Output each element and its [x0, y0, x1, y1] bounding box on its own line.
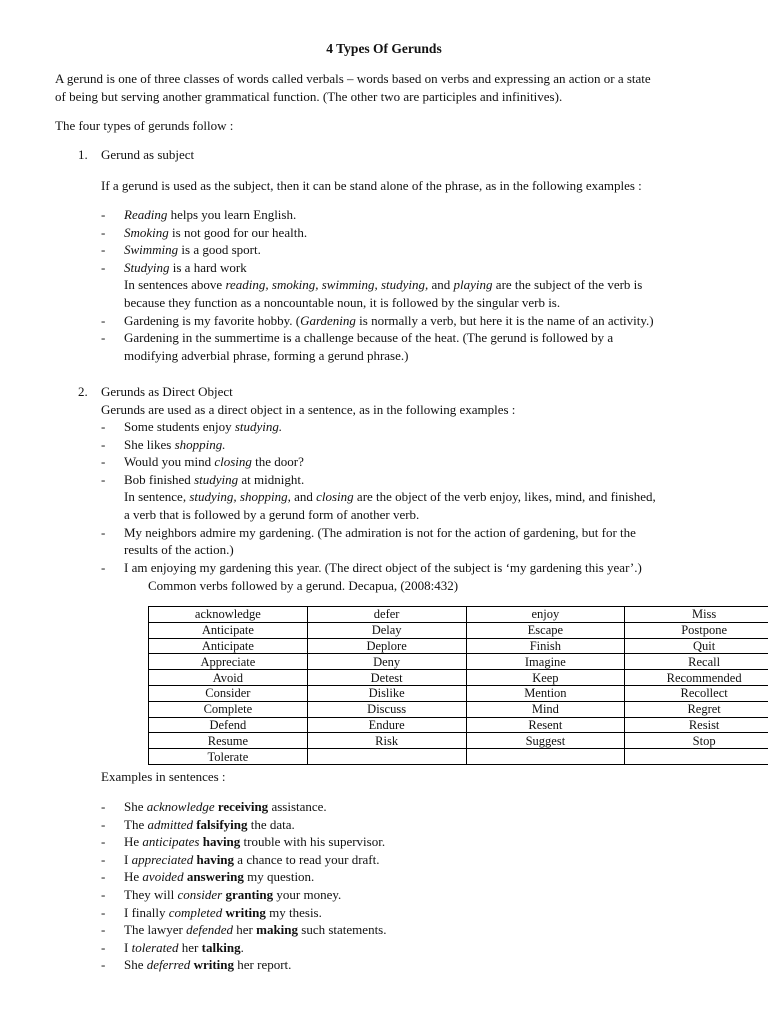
lead-text: The four types of gerunds follow :	[55, 118, 234, 133]
list-item: - I appreciated having a chance to read your draft.	[101, 851, 380, 867]
table-cell	[307, 749, 466, 765]
sentence-list	[101, 798, 721, 974]
list-item: - Bob finished studying at midnight.	[101, 471, 305, 487]
section1-list	[101, 206, 721, 364]
table-cell: enjoy	[466, 607, 625, 623]
table-cell: Detest	[307, 670, 466, 686]
table-cell: Miss	[625, 607, 768, 623]
table-cell: Dislike	[307, 685, 466, 701]
table-cell: Recollect	[625, 685, 768, 701]
intro-line: of being but serving another grammatical function. (The other two are participles and infinitives).	[55, 88, 563, 104]
table-cell: Resist	[625, 717, 768, 733]
table-row	[149, 622, 768, 638]
list-item: - I am enjoying my gardening this year. (The direct object of the subject is ‘my gardening this year’.)	[101, 559, 642, 575]
table-cell: Escape	[466, 622, 625, 638]
table-cell: Resume	[149, 733, 308, 749]
table-cell: Discuss	[307, 701, 466, 717]
list-item: - My neighbors admire my gardening. (The admiration is not for the action of gardening, but for the results of the action.)	[101, 524, 636, 558]
table-row	[149, 607, 768, 623]
list-item: - They will consider granting your money.	[101, 886, 342, 902]
table-cell: Avoid	[149, 670, 308, 686]
table-cell: Anticipate	[149, 622, 308, 638]
table-cell: Consider	[149, 685, 308, 701]
list-item: - Swimming is a good sport.	[101, 242, 261, 258]
table-cell: Deny	[307, 654, 466, 670]
table-cell: Finish	[466, 638, 625, 654]
table-row	[149, 733, 768, 749]
verb-table	[148, 606, 768, 765]
list-item: - The lawyer defended her making such statements.	[101, 922, 387, 938]
table-row	[149, 685, 768, 701]
list-item: - She acknowledge receiving assistance.	[101, 799, 327, 814]
table-cell: Endure	[307, 717, 466, 733]
list-item: - The admitted falsifying the data.	[101, 816, 295, 832]
list-item: - Studying is a hard work	[101, 259, 247, 275]
list-item: - He anticipates having trouble with his supervisor.	[101, 834, 386, 850]
table-cell: Resent	[466, 717, 625, 733]
table-cell: Delay	[307, 622, 466, 638]
table-cell: Imagine	[466, 654, 625, 670]
table-cell: Regret	[625, 701, 768, 717]
list-item: - Some students enjoy studying.	[101, 419, 283, 434]
section1-note: In sentences above reading, smoking, swimming, studying, and playing are the subject of the verb is because they function as a noncountable noun, it is followed by the singular verb is.	[124, 277, 643, 310]
table-cell: Risk	[307, 733, 466, 749]
table-cell: Postpone	[625, 622, 768, 638]
page-title: 4 Types Of Gerunds	[326, 41, 442, 56]
table-cell: Suggest	[466, 733, 625, 749]
list-item: - He avoided answering my question.	[101, 869, 315, 885]
table-cell	[466, 749, 625, 765]
section1-heading: Gerund as subject	[101, 147, 195, 162]
table-cell: Appreciate	[149, 654, 308, 670]
section2-heading: Gerunds as Direct Object	[101, 384, 233, 399]
list-item: - Smoking is not good for our health.	[101, 224, 308, 240]
section1-number: 1.	[78, 147, 88, 162]
list-item: - She deferred writing her report.	[101, 957, 292, 973]
section1-description: If a gerund is used as the subject, then it can be stand alone of the phrase, as in the following examples :	[101, 178, 642, 193]
table-cell	[625, 749, 768, 765]
section2-note: In sentence, studying, shopping, and closing are the object of the verb enjoy, likes, mind, and finished, a verb that is followed by a gerund form of another verb.	[124, 489, 656, 522]
table-row	[149, 638, 768, 654]
table-cell: defer	[307, 607, 466, 623]
list-item: - Reading helps you learn English.	[101, 207, 297, 222]
section2-description: Gerunds are used as a direct object in a sentence, as in the following examples :	[101, 402, 516, 417]
list-item: - Would you mind closing the door?	[101, 454, 304, 470]
table-cell: Keep	[466, 670, 625, 686]
table-caption: Common verbs followed by a gerund. Decapua, (2008:432)	[148, 578, 459, 593]
section2-list	[101, 418, 721, 576]
examples-heading: Examples in sentences :	[101, 769, 226, 784]
table-cell: Recall	[625, 654, 768, 670]
table-cell: Mind	[466, 701, 625, 717]
intro-line: A gerund is one of three classes of words called verbals – words based on verbs and expressing an action or a state	[55, 71, 651, 86]
table-cell: Stop	[625, 733, 768, 749]
table-row	[149, 749, 768, 765]
section2-number: 2.	[78, 384, 88, 399]
intro-paragraph	[55, 70, 723, 105]
table-row	[149, 670, 768, 686]
list-item: - Gardening is my favorite hobby. (Gardening is normally a verb, but here it is the name of an activity.)	[101, 312, 654, 328]
list-item: - She likes shopping.	[101, 436, 226, 452]
list-item: - I tolerated her talking.	[101, 939, 244, 955]
table-row	[149, 654, 768, 670]
table-row	[149, 717, 768, 733]
table-cell: acknowledge	[149, 607, 308, 623]
table-cell: Tolerate	[149, 749, 308, 765]
table-cell: Quit	[625, 638, 768, 654]
list-item: - I finally completed writing my thesis.	[101, 904, 322, 920]
table-cell: Anticipate	[149, 638, 308, 654]
table-cell: Complete	[149, 701, 308, 717]
table-cell: Recommended	[625, 670, 768, 686]
table-cell: Defend	[149, 717, 308, 733]
table-cell: Deplore	[307, 638, 466, 654]
table-row	[149, 701, 768, 717]
table-cell: Mention	[466, 685, 625, 701]
list-item: - Gardening in the summertime is a challenge because of the heat. (The gerund is followed by a modifying adverbial phrase, forming a gerund phrase.)	[101, 330, 614, 363]
